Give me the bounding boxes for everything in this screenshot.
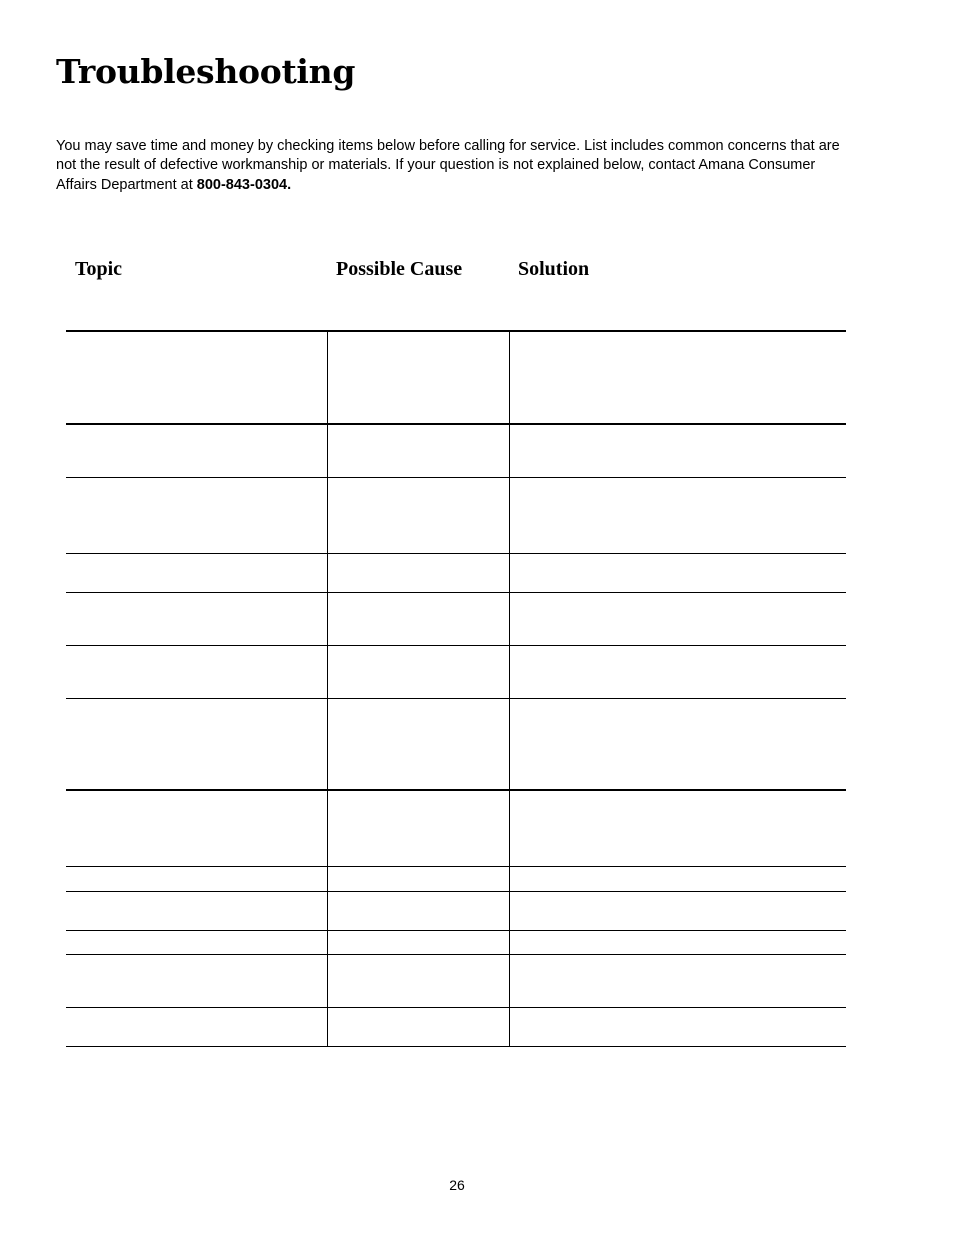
intro-text: You may save time and money by checking items below before calling for service. List includes common concerns that are not the result of defective workmanship or materials. If your question is not explained below, contact Amana Consumer Affairs Department at — [56, 138, 840, 193]
table-row-divider — [66, 592, 846, 593]
table-cell-cause — [333, 425, 503, 477]
table-cell-topic — [72, 555, 321, 592]
column-header-possible-cause: Possible Cause — [336, 258, 463, 280]
table-cell-solution — [515, 932, 840, 954]
table-cell-solution — [515, 425, 840, 477]
table-cell-cause — [333, 868, 503, 891]
table-cell-cause — [333, 332, 503, 423]
column-header-solution: Solution — [518, 258, 590, 280]
table-row-divider — [66, 866, 846, 867]
page-title: Troubleshooting — [56, 52, 356, 91]
table-cell-cause — [333, 479, 503, 553]
table-cell-solution — [515, 332, 840, 423]
table-cell-cause — [333, 932, 503, 954]
table-cell-topic — [72, 1009, 321, 1046]
table-row-divider — [66, 1046, 846, 1047]
table-row-divider — [66, 698, 846, 699]
intro-paragraph — [56, 137, 856, 195]
table-cell-solution — [515, 594, 840, 645]
table-row-divider — [66, 645, 846, 646]
table-cell-cause — [333, 555, 503, 592]
table-row-divider — [66, 954, 846, 955]
table-cell-topic — [72, 956, 321, 1007]
table-cell-topic — [72, 893, 321, 930]
table-cell-cause — [333, 700, 503, 789]
table-cell-solution — [515, 555, 840, 592]
table-column-divider — [509, 330, 510, 1047]
table-cell-topic — [72, 479, 321, 553]
column-header-topic: Topic — [75, 258, 123, 280]
table-cell-solution — [515, 791, 840, 866]
table-row-divider — [66, 930, 846, 931]
table-cell-solution — [515, 479, 840, 553]
table-cell-cause — [333, 791, 503, 866]
table-cell-cause — [333, 594, 503, 645]
table-cell-topic — [72, 647, 321, 698]
table-cell-cause — [333, 956, 503, 1007]
table-cell-cause — [333, 647, 503, 698]
table-column-divider — [327, 330, 328, 1047]
table-cell-solution — [515, 647, 840, 698]
table-cell-topic — [72, 791, 321, 866]
table-cell-topic — [72, 332, 321, 423]
table-cell-topic — [72, 868, 321, 891]
table-cell-solution — [515, 1009, 840, 1046]
table-row-divider — [66, 1007, 846, 1008]
table-cell-topic — [72, 594, 321, 645]
table-cell-solution — [515, 700, 840, 789]
table-cell-cause — [333, 1009, 503, 1046]
phone-number: 800-843-0304. — [196, 176, 292, 193]
table-cell-topic — [72, 700, 321, 789]
table-row-divider — [66, 553, 846, 554]
table-row-divider — [66, 891, 846, 892]
page-number: 26 — [449, 1177, 465, 1193]
table-cell-cause — [333, 893, 503, 930]
table-row-divider — [66, 477, 846, 478]
table-cell-topic — [72, 425, 321, 477]
table-cell-solution — [515, 893, 840, 930]
table-cell-solution — [515, 956, 840, 1007]
table-cell-solution — [515, 868, 840, 891]
table-cell-topic — [72, 932, 321, 954]
